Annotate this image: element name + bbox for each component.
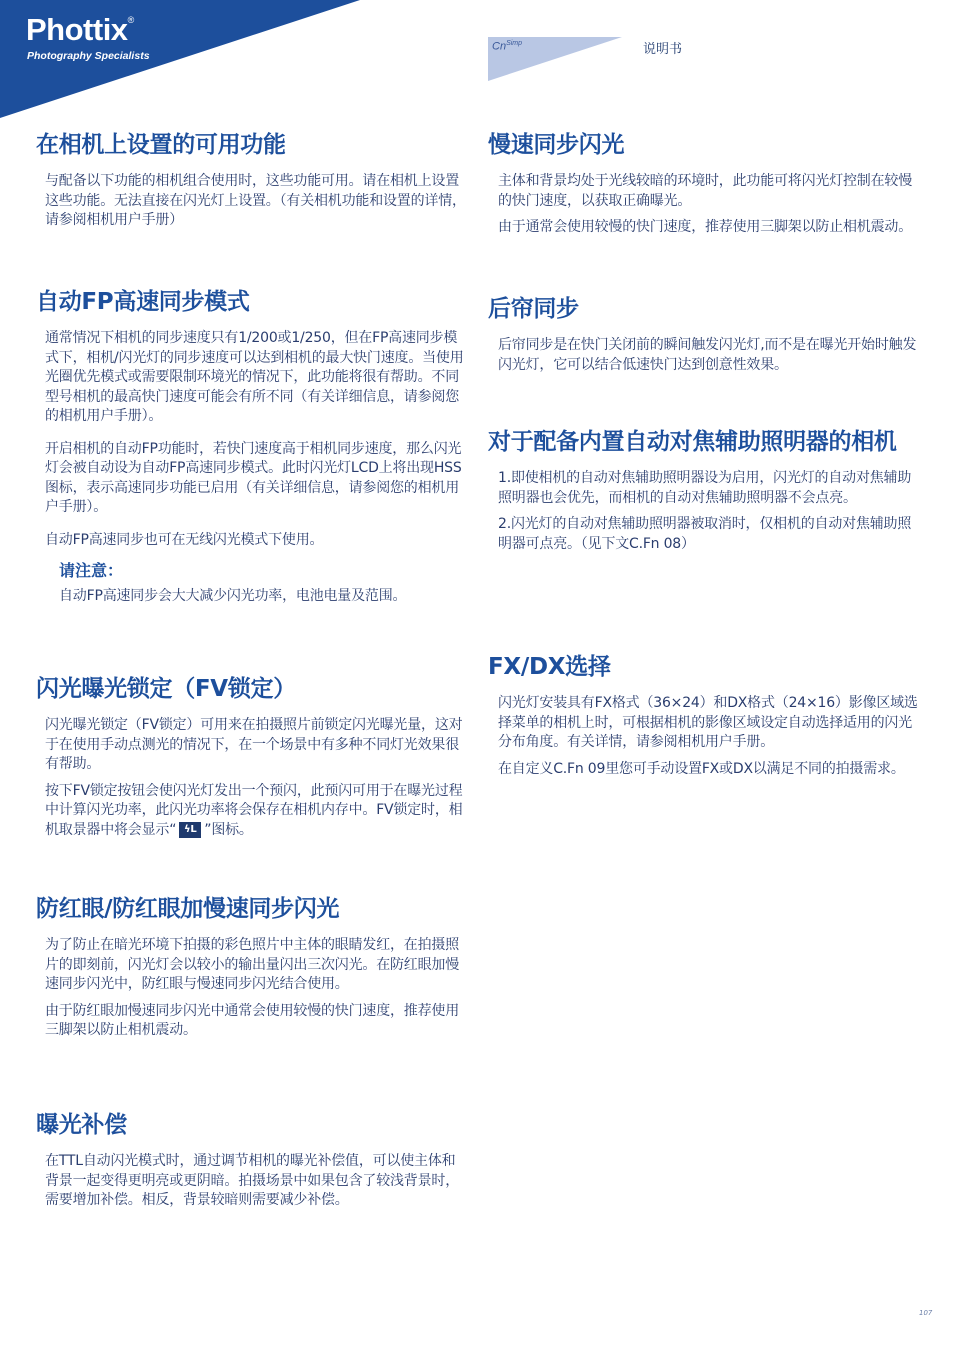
paragraph: 主体和背景均处于光线较暗的环境时，此功能可将闪光灯控制在较慢的快门速度，以获取正确曝光。	[498, 173, 912, 209]
brand-logo: Phottix®	[26, 12, 134, 47]
section-fx-dx	[488, 652, 920, 779]
paragraph: 由于通常会使用较慢的快门速度，推荐使用三脚架以防止相机震动。	[498, 219, 912, 235]
paragraph: 闪光曝光锁定（FV锁定）可用来在拍摄照片前锁定闪光曝光量，这对于在使用手动点测光的情况下，在一个场景中有多种不同灯光效果很有帮助。	[45, 717, 463, 772]
paragraph: 闪光灯安装具有FX格式（36×24）和DX格式（24×16）影像区域选择菜单的相机上时，可根据相机的影像区域设定自动选择适用的闪光分布角度。有关详情，请参阅相机用户手册。	[498, 695, 918, 750]
page-number: 107	[919, 1309, 933, 1317]
section-title: 后帘同步	[488, 296, 579, 322]
paragraph: 后帘同步是在快门关闭前的瞬间触发闪光灯,而不是在曝光开始时触发闪光灯，它可以结合低速快门达到创意性效果。	[498, 337, 917, 373]
section-title: FX/DX选择	[488, 654, 611, 680]
paragraph: 与配备以下功能的相机组合使用时，这些功能可用。请在相机上设置这些功能。无法直接在闪光灯上设置。（有关相机功能和设置的详情，请参阅相机用户手册）	[45, 173, 466, 228]
section-auto-fp-hss	[36, 287, 468, 607]
manual-label: 说明书	[643, 42, 683, 57]
section-exposure-compensation	[36, 1110, 468, 1211]
section-title: 曝光补偿	[36, 1112, 127, 1138]
paragraph: 在自定义C.Fn 09里您可手动设置FX或DX以满足不同的拍摄需求。	[498, 760, 905, 777]
paragraph: 按下FV锁定按钮会使闪光灯发出一个预闪，此预闪可用于在曝光过程中计算闪光功率，此闪光功率将会保存在相机内存中。FV锁定时，相机取景器中将会显示“ ϟL ”图标。	[45, 782, 463, 838]
paragraph: 由于防红眼加慢速同步闪光中通常会使用较慢的快门速度，推荐使用三脚架以防止相机震动。	[45, 1002, 459, 1038]
section-red-eye	[36, 894, 468, 1041]
section-title: 自动FP高速同步模式	[36, 289, 250, 315]
note-title: 请注意：	[59, 561, 124, 580]
section-title: 闪光曝光锁定（FV锁定）	[36, 676, 296, 702]
paragraph: 1.即使相机的自动对焦辅助照明器设为启用，闪光灯的自动对焦辅助照明器也会优先，而相机的自动对焦辅助照明器不会点亮。	[498, 470, 912, 506]
fv-lock-icon: ϟL	[179, 822, 201, 838]
section-camera-functions	[36, 130, 468, 231]
section-fv-lock	[36, 674, 468, 840]
section-slow-sync	[488, 130, 920, 238]
section-title: 对于配备内置自动对焦辅助照明器的相机	[488, 429, 897, 455]
language-code: $Cn^{Simp}$	[492, 40, 523, 53]
paragraph: 为了防止在暗光环境下拍摄的彩色照片中主体的眼睛发红，在拍摄照片的即刻前，闪光灯会以较小的输出量闪出三次闪光。在防红眼加慢速同步闪光中，防红眼与慢速同步闪光结合使用。	[45, 937, 459, 992]
paragraph: 在TTL自动闪光模式时，通过调节相机的曝光补偿值，可以使主体和背景一起变得更明亮或更阴暗。拍摄场景中如果包含了较浅背景时，需要增加补偿。相反，背景较暗则需要减少补偿。	[45, 1153, 459, 1208]
brand-tagline: Photography Specialists	[27, 50, 150, 62]
paragraph: 开启相机的自动FP功能时，若快门速度高于相机同步速度，那么闪光灯会被自动设为自动FP高速同步模式。此时闪光灯LCD上将出现HSS图标，表示高速同步功能已启用（有关详细信息，请参阅您的相机用户手册）。	[45, 440, 462, 515]
section-title: 慢速同步闪光	[488, 132, 625, 158]
paragraph: 通常情况下相机的同步速度只有1/200或1/250，但在FP高速同步模式下，相机/闪光灯的同步速度可以达到相机的最大快门速度。当使用光圈优先模式或需要限制环境光的情况下，此功能将很有帮助。不同型号相机的最高快门速度可能会有所不同（有关详细信息，请参阅您的相机用户手册）。	[45, 330, 464, 424]
note-body: 自动FP高速同步会大大减少闪光功率，电池电量及范围。	[59, 588, 407, 604]
section-title: 防红眼/防红眼加慢速同步闪光	[36, 896, 340, 922]
paragraph: 2.闪光灯的自动对焦辅助照明器被取消时，仅相机的自动对焦辅助照明器可点亮。（见下文C.Fn 08）	[498, 516, 912, 552]
paragraph: 自动FP高速同步也可在无线闪光模式下使用。	[45, 531, 324, 548]
section-af-assist	[488, 427, 920, 554]
section-rear-curtain-sync	[488, 294, 920, 375]
section-title: 在相机上设置的可用功能	[36, 132, 286, 158]
